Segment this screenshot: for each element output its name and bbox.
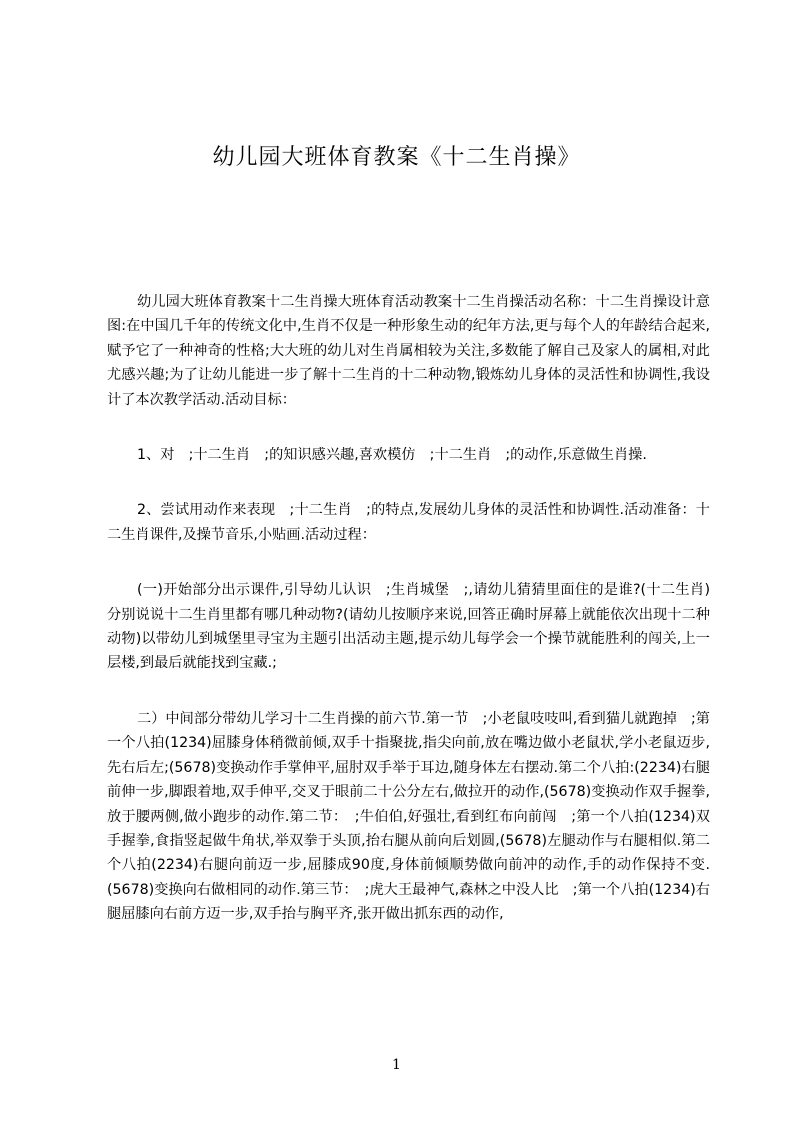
paragraph-goal-2: 2、尝试用动作来表现 ;十二生肖 ;的特点,发展幼儿身体的灵活性和协调性.活动准备：十二生肖课件,及操节音乐,小贴画.活动过程： [107, 502, 710, 543]
paragraph-intro: 幼儿园大班体育教案十二生肖操大班体育活动教案十二生肖操活动名称：十二生肖操设计意图:在中国几千年的传统文化中,生肖不仅是一种形象生动的纪年方法,更与每个人的年龄结合起来,赋予它了一种神奇的性格;大大班的幼儿对生肖属相较为关注,多数能了解自己及家人的属相,对此尤感兴趣;为了让幼儿能进一步了解十二生肖的十二种动物,锻炼幼儿身体的灵活性和协调性,我设计了本次教学活动.活动目标： [107, 294, 710, 408]
paragraph-process-start: (一)开始部分出示课件,引导幼儿认识 ;生肖城堡 ;,请幼儿猜猜里面住的是谁?(十二生肖)分别说说十二生肖里都有哪几种动物?(请幼儿按顺序来说,回答正确时屏幕上就能依次出现十二种动物)以带幼儿到城堡里寻宝为主题引出活动主题,提示幼儿每学会一个操节就能胜利的闯关,上一层楼,到最后就能找到宝藏.; [107, 582, 710, 672]
paragraph-goal-1: 1、对 ;十二生肖 ;的知识感兴趣,喜欢模仿 ;十二生肖 ;的动作,乐意做生肖操. [137, 447, 647, 464]
paragraph-process-middle: 二）中间部分带幼儿学习十二生肖操的前六节.第一节 ;小老鼠吱吱叫,看到猫儿就跑掉 ;第一个八拍(1234)屈膝身体稍微前倾,双手十指聚拢,指尖向前,放在嘴边做小老鼠状,学小老鼠迈步,先右后左;(5678)变换动作手掌伸平,屈肘双手举于耳边,随身体左右摆动.第二个八拍:(2234)右腿前伸一步,脚跟着地,双手伸平,交叉于眼前二十公分左右,做拉开的动作,(5678)变换动作双手握拳,放于腰两侧,做小跑步的动作.第二节： ;牛伯伯,好强壮,看到红布向前闯 ;第一个八拍(1234)双手握拳,食指竖起做牛角状,举双拳于头顶,抬右腿从前向后划圆,(5678)左腿动作与右腿相似.第二个八拍(2234)右腿向前迈一步,屈膝成90度,身体前倾顺势做向前冲的动作,手的动作保持不变.(5678)变换向右做相同的动作.第三节： ;虎大王最神气,森林之中没人比 ;第一个八拍(1234)右腿屈膝向右前方迈一步,双手抬与胸平齐,张开做出抓东西的动作, [107, 710, 710, 923]
document-body [107, 290, 710, 958]
document-title: 幼儿园大班体育教案《十二生肖操》 [212, 145, 581, 170]
page-number: 1 [392, 1057, 401, 1073]
